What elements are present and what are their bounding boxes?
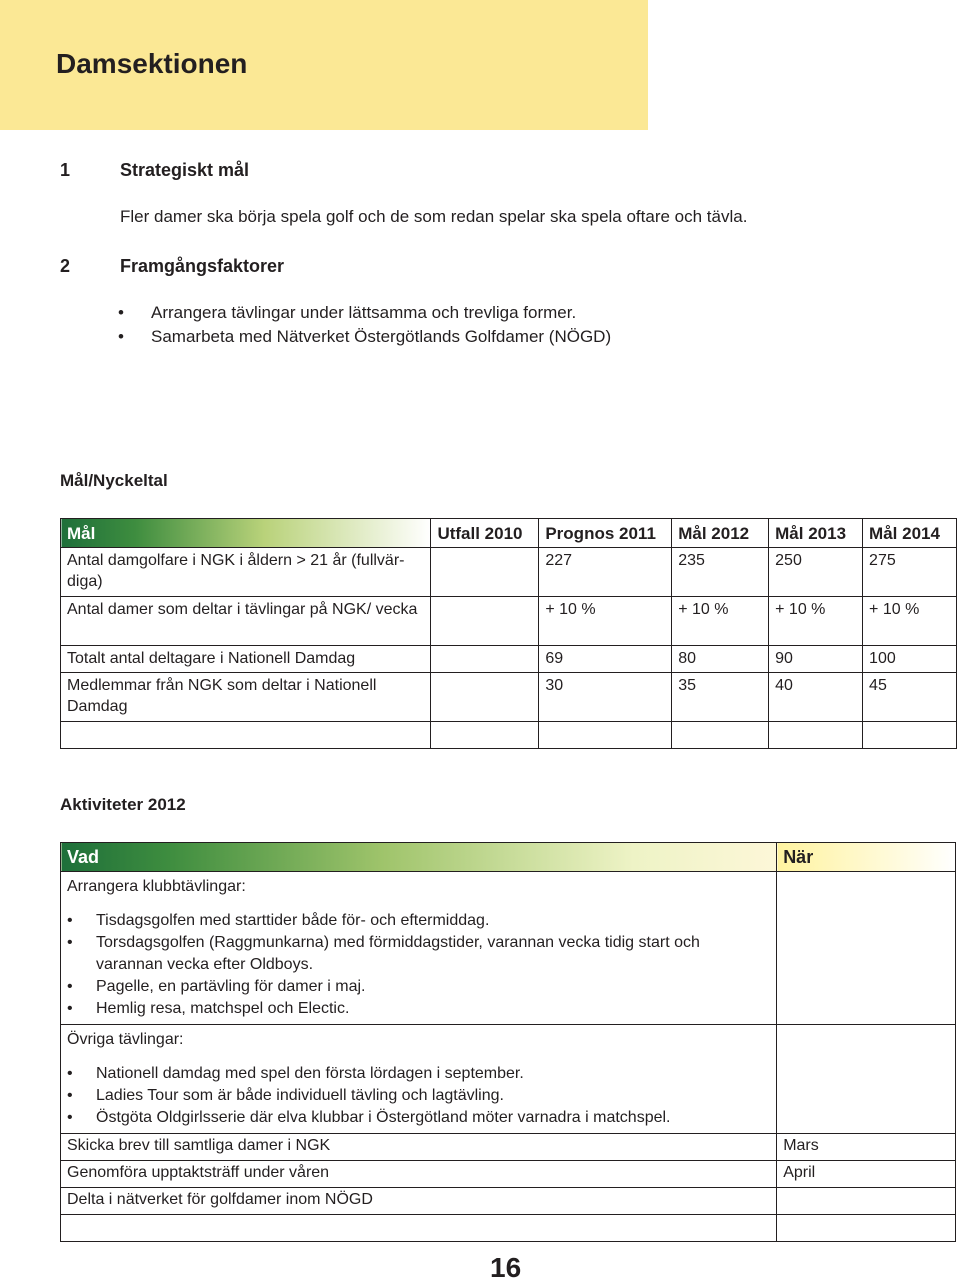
activity-when xyxy=(777,1188,956,1215)
activity-when: April xyxy=(777,1161,956,1188)
kpi-cell: 45 xyxy=(863,673,957,722)
table-row xyxy=(61,673,957,722)
list-item: • Östgöta Oldgirlsserie där elva klubbar i Östergötland möter varnadra i matchspel. xyxy=(67,1107,770,1129)
kpi-cell: 80 xyxy=(672,646,769,673)
list-item: • Pagelle, en partävling för damer i maj. xyxy=(67,976,770,998)
activity-what: Delta i nätverket för golfdamer inom NÖGD xyxy=(61,1188,777,1215)
table-row-empty xyxy=(61,1215,956,1242)
kpi-row-label: Totalt antal deltagare i Nationell Damdag xyxy=(61,646,431,673)
section-2-number: 2 xyxy=(60,256,71,276)
kpi-cell: 35 xyxy=(672,673,769,722)
kpi-col-header: Mål 2014 xyxy=(863,519,957,548)
kpi-cell: + 10 % xyxy=(863,597,957,646)
page-number: 16 xyxy=(490,1252,522,1283)
kpi-cell: 227 xyxy=(539,548,672,597)
kpi-cell: 69 xyxy=(539,646,672,673)
strategic-goal-text: Fler damer ska börja spela golf och de som redan spelar ska spela oftare och tävla. xyxy=(120,207,748,226)
kpi-col-header: Mål 2013 xyxy=(769,519,863,548)
table-row xyxy=(61,646,957,673)
col-header-when: När xyxy=(777,843,956,872)
kpi-cell: 40 xyxy=(769,673,863,722)
table-row xyxy=(61,1188,956,1215)
list-item: • Torsdagsgolfen (Raggmunkarna) med förmiddagstider, varannan vecka tidig start och varannan vecka efter Oldboys. xyxy=(67,932,770,976)
competitions-cell xyxy=(61,872,777,1025)
kpi-cell: 250 xyxy=(769,548,863,597)
kpi-cell: 90 xyxy=(769,646,863,673)
kpi-cell xyxy=(431,597,539,646)
section-1-number: 1 xyxy=(60,160,71,180)
group-title: Arrangera klubbtävlingar: xyxy=(67,878,246,895)
club-competitions-list xyxy=(67,910,770,1020)
group-title: Övriga tävlingar: xyxy=(67,1031,184,1048)
table-row-empty xyxy=(61,722,957,749)
table-row xyxy=(61,597,957,646)
kpi-cell: 235 xyxy=(672,548,769,597)
kpi-cell: 275 xyxy=(863,548,957,597)
page-title: Damsektionen xyxy=(56,48,248,79)
kpi-cell: 30 xyxy=(539,673,672,722)
kpi-col-header: Mål 2012 xyxy=(672,519,769,548)
kpi-cell: + 10 % xyxy=(539,597,672,646)
activity-when: Mars xyxy=(777,1134,956,1161)
activities-table xyxy=(60,842,956,1242)
table-row xyxy=(61,1134,956,1161)
success-factor-item: • Samarbeta med Nätverket Östergötlands Golfdamer (NÖGD) xyxy=(118,327,612,346)
kpi-col-header: Prognos 2011 xyxy=(539,519,672,548)
section-1-title: Strategiskt mål xyxy=(120,160,250,180)
other-competitions-cell xyxy=(61,1025,777,1134)
kpi-cell xyxy=(431,646,539,673)
table-row xyxy=(61,1161,956,1188)
other-competitions-list xyxy=(67,1063,770,1129)
activity-what: Genomföra upptaktsträff under våren xyxy=(61,1161,777,1188)
kpi-heading: Mål/Nyckeltal xyxy=(60,471,168,490)
kpi-row-label: Medlemmar från NGK som deltar i Nationell Damdag xyxy=(61,673,431,722)
success-factor-item: • Arrangera tävlingar under lättsamma och trevliga former. xyxy=(118,303,577,322)
activities-header-row xyxy=(61,843,956,872)
kpi-header-row xyxy=(61,519,957,548)
list-item: • Ladies Tour som är både individuell tävling och lagtävling. xyxy=(67,1085,770,1107)
kpi-col-header: Mål xyxy=(61,519,431,548)
table-row xyxy=(61,548,957,597)
table-row xyxy=(61,1025,956,1134)
activity-what: Skicka brev till samtliga damer i NGK xyxy=(61,1134,777,1161)
section-2-title: Framgångsfaktorer xyxy=(120,256,285,276)
list-item: • Tisdagsgolfen med starttider både för- och eftermiddag. xyxy=(67,910,770,932)
kpi-cell xyxy=(431,548,539,597)
kpi-cell xyxy=(431,673,539,722)
col-header-what: Vad xyxy=(61,843,777,872)
table-row xyxy=(61,872,956,1025)
activities-heading: Aktiviteter 2012 xyxy=(60,795,186,814)
kpi-table xyxy=(60,518,957,749)
kpi-col-header: Utfall 2010 xyxy=(431,519,539,548)
kpi-cell: + 10 % xyxy=(672,597,769,646)
kpi-row-label: Antal damgolfare i NGK i åldern > 21 år (fullvär-diga) xyxy=(61,548,431,597)
list-item: • Hemlig resa, matchspel och Electic. xyxy=(67,998,770,1020)
list-item: • Nationell damdag med spel den första lördagen i september. xyxy=(67,1063,770,1085)
kpi-row-label: Antal damer som deltar i tävlingar på NGK/ vecka xyxy=(61,597,431,646)
kpi-cell: 100 xyxy=(863,646,957,673)
kpi-cell: + 10 % xyxy=(769,597,863,646)
